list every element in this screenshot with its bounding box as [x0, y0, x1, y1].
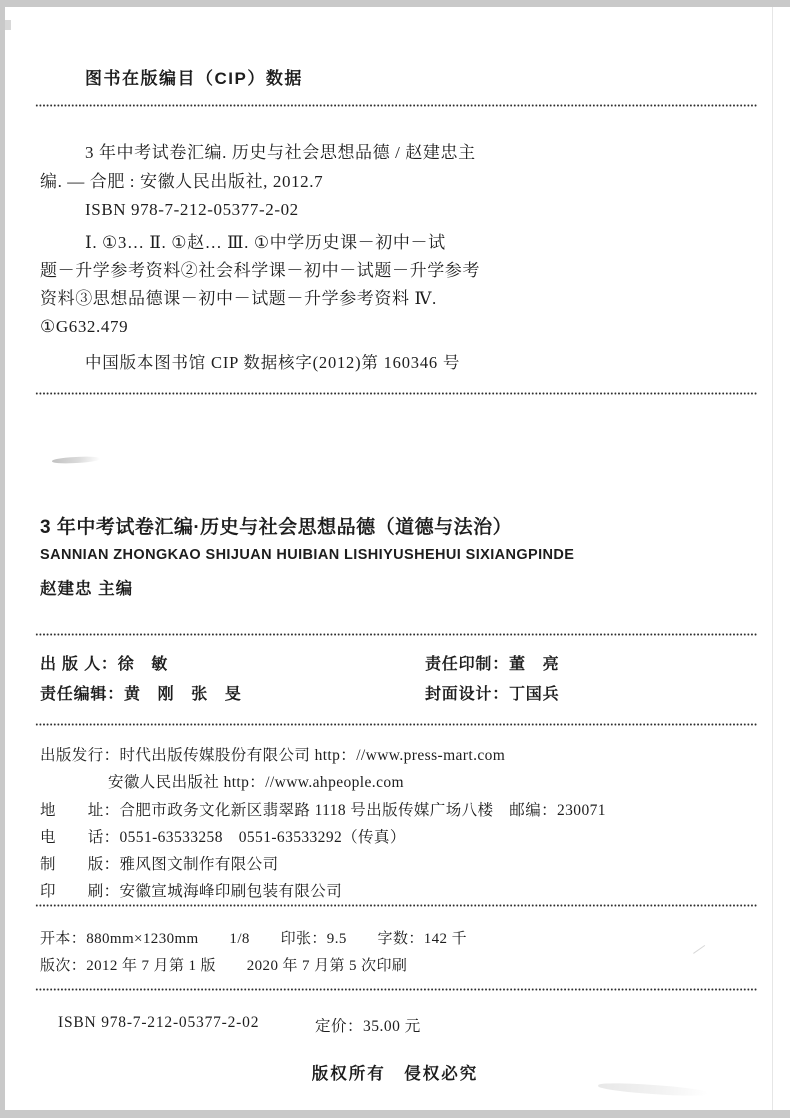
dotted-rule: [35, 104, 757, 107]
scan-pen-mark: [693, 945, 711, 962]
print-supervisor: 责任印制：董 亮: [425, 656, 560, 673]
scan-edge-bottom: [0, 1110, 790, 1118]
publisher-line-2: 安徽人民出版社 http：//www.ahpeople.com: [108, 774, 404, 792]
dotted-rule: [35, 633, 757, 636]
cip-record-number: 中国版本图书馆 CIP 数据核字(2012)第 160346 号: [85, 353, 461, 372]
isbn-number: ISBN 978-7-212-05377-2-02: [58, 1014, 260, 1031]
cip-line-class-number: ①G632.479: [40, 317, 129, 336]
isbn-price-row: [0, 1014, 790, 1038]
dotted-rule: [35, 988, 757, 991]
scan-edge-top: [0, 0, 790, 7]
phone-line: 电 话：0551-63533258 0551-63533292（传真）: [40, 828, 406, 846]
cip-classification-paragraph: [40, 229, 480, 341]
plate-making-line: 制 版：雅风图文制作有限公司: [40, 856, 279, 874]
staff-column-right: [425, 650, 559, 710]
dotted-rule: [35, 904, 757, 907]
edition-line: 版次：2012 年 7 月第 1 版 2020 年 7 月第 5 次印刷: [40, 958, 408, 974]
printing-line: 印 刷：安徽宣城海峰印刷包装有限公司: [40, 883, 343, 901]
copyright-notice: 版权所有 侵权必究: [311, 1065, 479, 1083]
cip-line: 3 年中考试卷汇编. 历史与社会思想品德 / 赵建忠主: [85, 143, 476, 162]
cover-designer: 封面设计：丁国兵: [425, 686, 560, 703]
scan-edge-right: [772, 7, 773, 1110]
cip-line: Ⅰ. ①3… Ⅱ. ①赵… Ⅲ. ①中学历史课－初中－试: [85, 233, 446, 252]
scan-corner-notch: [5, 20, 11, 30]
staff-column-left: [40, 650, 242, 710]
cip-heading: 图书在版编目（CIP）数据: [85, 69, 303, 88]
cip-line: 编. — 合肥 : 安徽人民出版社, 2012.7: [40, 171, 324, 191]
book-title-pinyin: SANNIAN ZHONGKAO SHIJUAN HUIBIAN LISHIYUSHEHUI SIXIANGPINDE: [40, 547, 575, 563]
format-info: [40, 926, 467, 980]
scan-smudge: [52, 456, 100, 465]
cip-line-isbn: ISBN 978-7-212-05377-2-02: [85, 200, 299, 219]
price: 定价：35.00 元: [315, 1018, 421, 1035]
publisher-line: 出版发行：时代出版传媒股份有限公司 http：//www.press-mart.com: [40, 747, 506, 764]
format-size-line: 开本：880mm×1230mm 1/8 印张：9.5 字数：142 千: [40, 931, 467, 947]
chief-editor: 赵建忠 主编: [40, 580, 134, 598]
address-line: 地 址：合肥市政务文化新区翡翠路 1118 号出版传媒广场八楼 邮编：230071: [40, 801, 606, 819]
publisher-person: 出 版 人：徐 敏: [40, 656, 169, 673]
editor-in-charge: 责任编辑：黄 刚 张 旻: [40, 686, 242, 703]
dotted-rule: [35, 723, 757, 726]
publishing-info: [40, 742, 606, 906]
cip-line: 题－升学参考资料②社会科学课－初中－试题－升学参考: [40, 261, 480, 280]
book-title: 3 年中考试卷汇编·历史与社会思想品德（道德与法治）: [40, 517, 513, 538]
dotted-rule: [35, 392, 757, 395]
scan-edge-left: [0, 0, 5, 1118]
cip-line: 资料③思想品德课－初中－试题－升学参考资料 Ⅳ.: [40, 289, 437, 308]
cip-catalog-paragraph: [40, 139, 476, 225]
